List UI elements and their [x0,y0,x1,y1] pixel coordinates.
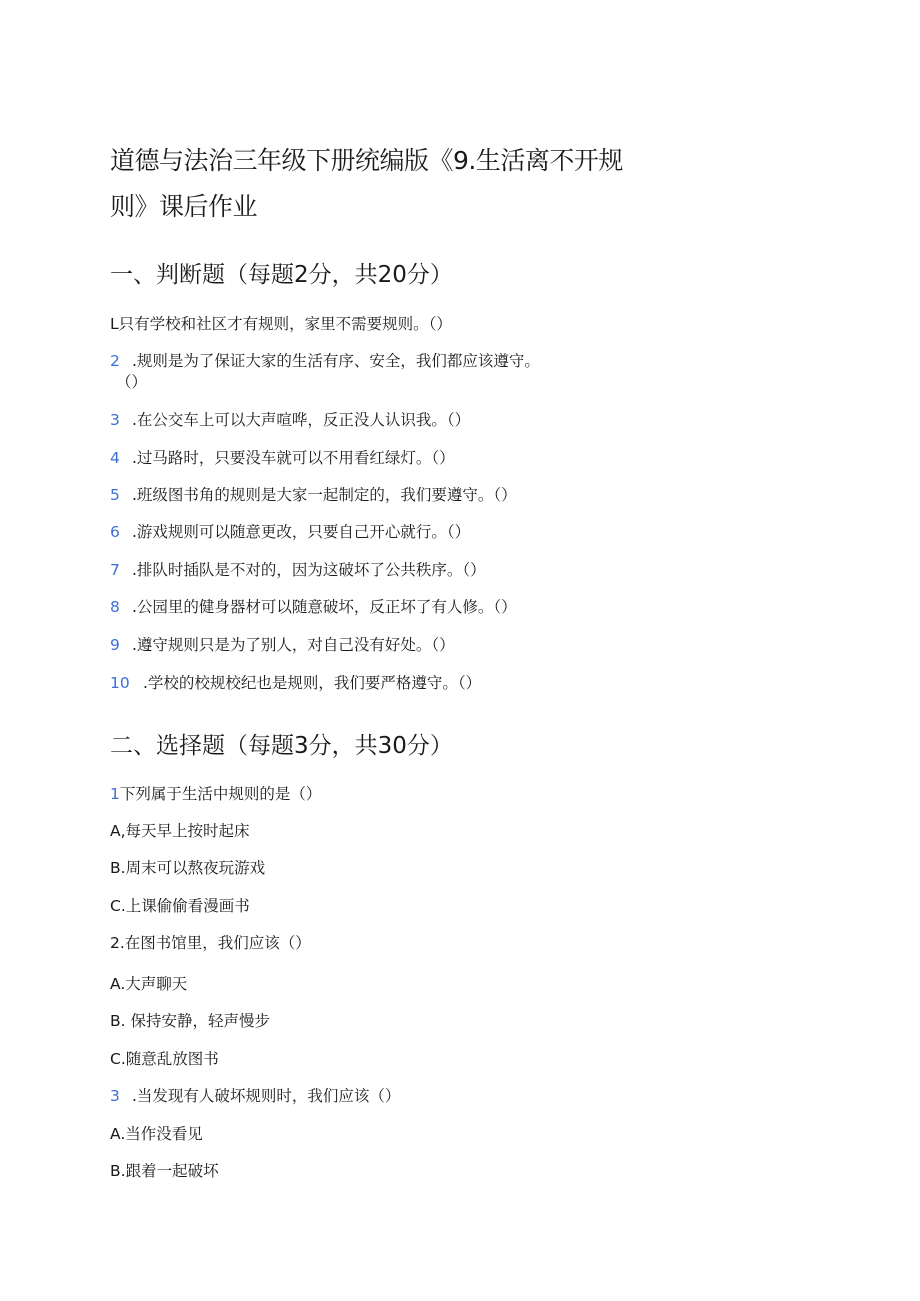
option-text: 保持安静，轻声慢步 [125,1012,270,1030]
judge-item-6 [110,522,470,542]
item-number: 6 [110,523,120,541]
option-letter: B. [110,859,126,877]
item-number: 4 [110,449,120,467]
question-number: 1 [110,785,120,803]
section2-heading: 二、选择题（每题3分，共30分） [110,733,453,759]
option-letter: C. [110,1050,126,1068]
choice-question-3 [110,1086,400,1106]
q3-option-a [110,1124,203,1144]
item-number: 9 [110,636,120,654]
item-number: 8 [110,598,120,616]
judge-item-1 [110,314,452,334]
q2-option-a [110,974,187,994]
option-letter: B. [110,1012,126,1030]
item-text: .遵守规则只是为了别人，对自己没有好处。（） [132,636,455,654]
option-text: 大声聊天 [125,975,188,993]
question-number: 2. [110,934,125,952]
question-text: 在图书馆里，我们应该（） [124,934,311,952]
judge-item-8 [110,597,517,617]
item-text: .学校的校规校纪也是规则，我们要严格遵守。（） [143,674,482,692]
option-text: 跟着一起破坏 [125,1162,219,1180]
question-text: .当发现有人破坏规则时，我们应该（） [132,1087,401,1105]
item-text: .公园里的健身器材可以随意破坏，反正坏了有人修。（） [132,598,517,616]
item-number: 3 [110,411,120,429]
judge-item-4 [110,448,455,468]
item-number: 7 [110,561,120,579]
q3-option-b [110,1161,219,1181]
q1-option-b [110,858,265,878]
choice-question-2 [110,933,311,953]
doc-title-line2: 则》课后作业 [110,192,258,221]
option-letter: A, [110,822,126,840]
choice-question-1 [110,784,321,804]
option-text: 周末可以熬夜玩游戏 [125,859,266,877]
option-text: 每天早上按时起床 [125,822,250,840]
q2-option-b [110,1011,270,1031]
judge-item-3 [110,410,470,430]
judge-item-10 [110,673,481,693]
item-text: 只有学校和社区才有规则，家里不需要规则。（） [118,315,452,333]
item-text: .班级图书角的规则是大家一起制定的，我们要遵守。（） [132,486,517,504]
option-letter: A. [110,1125,126,1143]
q2-option-c [110,1049,219,1069]
section1-heading: 一、判断题（每题2分，共20分） [110,262,453,288]
option-text: 当作没看见 [125,1125,203,1143]
item-text: .在公交车上可以大声喧哗，反正没人认识我。（） [132,411,471,429]
item-number: 10 [110,674,130,692]
item-text: .过马路时，只要没车就可以不用看红绿灯。（） [132,449,455,467]
judge-item-2 [110,351,540,371]
option-letter: A. [110,975,126,993]
option-letter: C. [110,897,126,915]
question-text: 下列属于生活中规则的是（） [119,785,322,803]
option-letter: B. [110,1162,126,1180]
option-text: 随意乱放图书 [125,1050,219,1068]
item-number: 2 [110,352,120,370]
q1-option-a [110,821,250,841]
item-text: .游戏规则可以随意更改，只要自己开心就行。（） [132,523,471,541]
question-number: 3 [110,1087,120,1105]
judge-item-5 [110,485,517,505]
judge-item-2-continuation: （） [116,373,148,391]
q1-option-c [110,896,250,916]
doc-title-line1: 道德与法治三年级下册统编版《9.生活离不开规 [110,146,623,175]
item-number: 5 [110,486,120,504]
item-text: .排队时插队是不对的，因为这破坏了公共秩序。（） [132,561,486,579]
item-text: .规则是为了保证大家的生活有序、安全，我们都应该遵守。 [132,352,540,370]
item-number: L [110,315,119,333]
judge-item-7 [110,560,486,580]
option-text: 上课偷偷看漫画书 [125,897,250,915]
judge-item-9 [110,635,455,655]
